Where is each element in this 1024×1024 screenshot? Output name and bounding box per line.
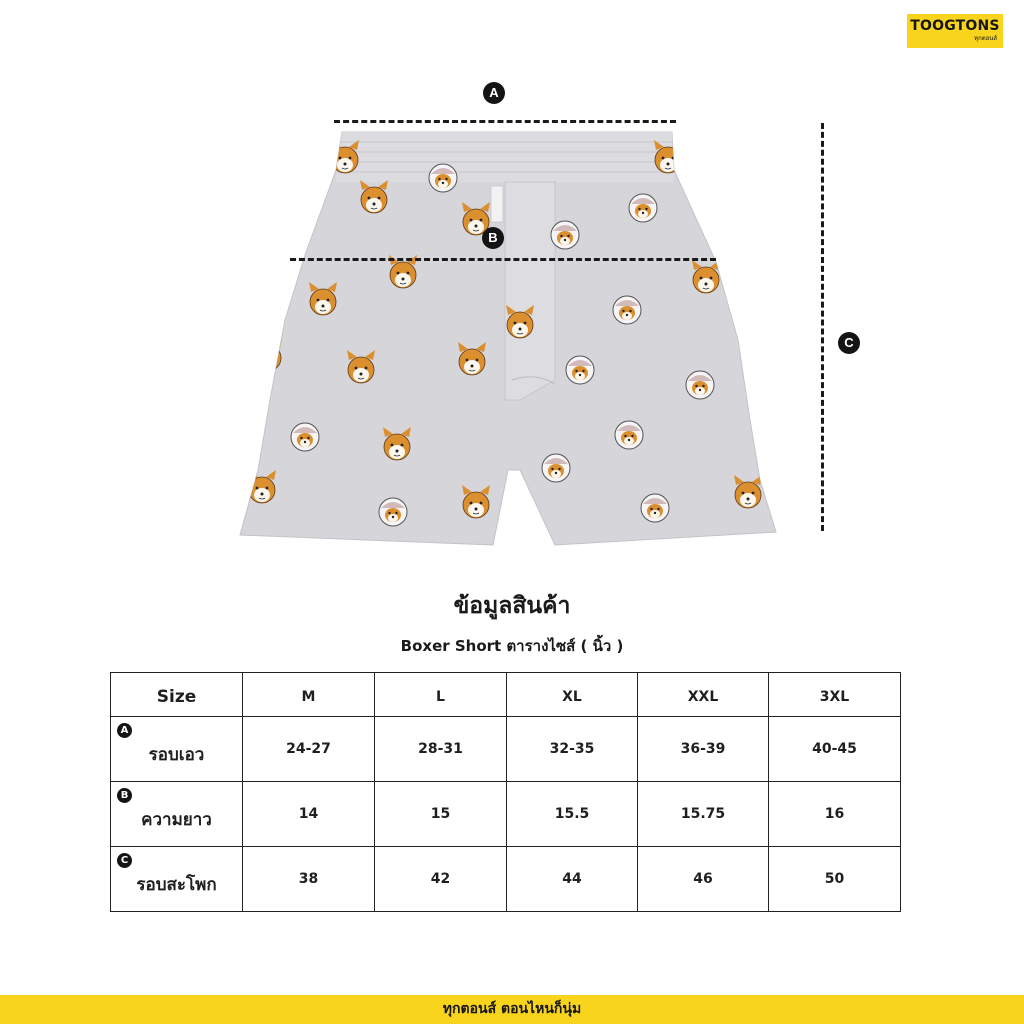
table-cell: 38 — [243, 846, 375, 911]
header-cell: XL — [507, 673, 638, 717]
table-cell: 50 — [769, 846, 901, 911]
brand-name: TOOGTONS — [910, 18, 1000, 34]
row-marker-icon: A — [117, 723, 132, 738]
table-row — [111, 716, 901, 781]
waist-measure-line — [334, 120, 676, 123]
row-label: รอบสะโพก — [136, 875, 217, 896]
row-marker-icon: C — [117, 853, 132, 868]
brand-tagline: ทุกตอนส์ — [974, 35, 997, 42]
row-label-cell — [111, 781, 243, 846]
table-cell: 16 — [769, 781, 901, 846]
product-info-title: ข้อมูลสินค้า — [453, 593, 571, 619]
footer-slogan-bar: ทุกตอนส์ ตอนไหนก็นุ่ม — [0, 995, 1024, 1024]
row-label: ความยาว — [141, 810, 212, 831]
table-cell: 36-39 — [638, 716, 769, 781]
table-cell: 15 — [375, 781, 507, 846]
header-cell: Size — [111, 673, 243, 717]
marker-b: B — [482, 227, 504, 249]
table-cell: 40-45 — [769, 716, 901, 781]
table-row — [111, 781, 901, 846]
row-label: รอบเอว — [148, 745, 205, 766]
table-cell: 24-27 — [243, 716, 375, 781]
table-cell: 46 — [638, 846, 769, 911]
row-label-cell — [111, 716, 243, 781]
table-cell: 32-35 — [507, 716, 638, 781]
size-chart-subtitle: Boxer Short ตารางไซส์ ( นิ้ว ) — [400, 637, 624, 655]
table-header-row — [111, 673, 901, 717]
table-cell: 15.75 — [638, 781, 769, 846]
row-label-cell — [111, 846, 243, 911]
row-marker-icon: B — [117, 788, 132, 803]
header-cell: L — [375, 673, 507, 717]
header-cell: XXL — [638, 673, 769, 717]
length-measure-line — [290, 258, 716, 261]
table-cell: 15.5 — [507, 781, 638, 846]
table-row — [111, 846, 901, 911]
size-chart-table — [110, 672, 901, 912]
header-cell: M — [243, 673, 375, 717]
table-cell: 44 — [507, 846, 638, 911]
header-cell: 3XL — [769, 673, 901, 717]
table-cell: 42 — [375, 846, 507, 911]
hip-measure-line — [821, 123, 824, 531]
marker-a: A — [483, 82, 505, 104]
table-cell: 14 — [243, 781, 375, 846]
marker-c: C — [838, 332, 860, 354]
table-cell: 28-31 — [375, 716, 507, 781]
